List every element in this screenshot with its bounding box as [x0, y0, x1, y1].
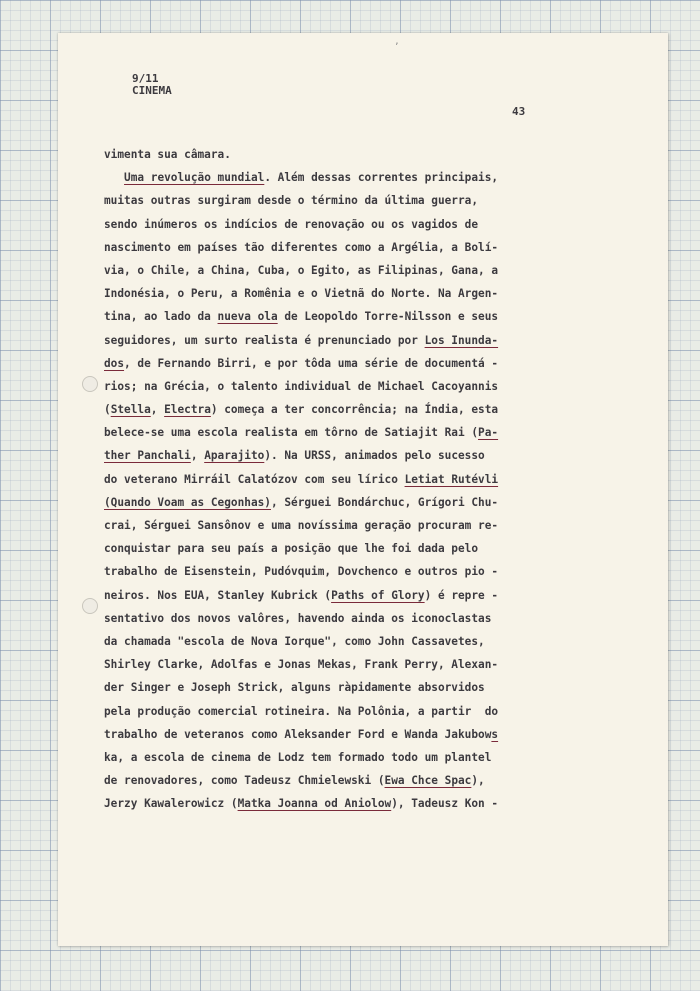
- header-section-number: 9/11: [132, 72, 159, 85]
- text-line: [104, 584, 584, 607]
- text-line: [104, 746, 584, 769]
- underlined-title: Uma revolução mundial: [124, 171, 265, 185]
- text-line: [104, 607, 584, 630]
- underlined-title: (Quando Voam as Cegonhas): [104, 495, 271, 509]
- text-run: Jerzy Kawalerowicz (: [104, 797, 238, 811]
- text-run: de renovadores, como Tadeusz Chmielewski (: [104, 774, 385, 788]
- underlined-title: Letiat Rutévli: [404, 472, 499, 486]
- punch-hole-mark: [82, 598, 98, 614]
- document-page: [58, 33, 668, 946]
- text-run: ),: [471, 774, 485, 788]
- text-run: ka, a escola de cinema de Lodz tem formado todo um plantel: [104, 750, 492, 764]
- text-run: muitas outras surgiram desde o término da última guerra,: [104, 194, 479, 208]
- text-line: [104, 236, 584, 259]
- text-line: [104, 700, 584, 723]
- text-line: [104, 329, 584, 352]
- text-run: sentativo dos novos valôres, havendo ainda os iconoclastas: [104, 611, 492, 625]
- underlined-title: Matka Joanna od Aniolow: [237, 797, 392, 811]
- text-run: ,: [150, 403, 165, 417]
- text-run: crai, Sérguei Sansônov e uma novíssima geração procuram re-: [104, 519, 499, 532]
- header-section-title: CINEMA: [132, 84, 172, 97]
- punch-hole-mark: [82, 376, 98, 392]
- text-line: [104, 769, 584, 792]
- text-line: [104, 259, 584, 282]
- text-run: belece-se uma escola realista em tôrno de Satiajit Rai (: [104, 426, 479, 440]
- underlined-title: s: [491, 727, 499, 741]
- text-line: [104, 444, 584, 467]
- text-line: [104, 421, 584, 444]
- text-run: ), Tadeusz Kon -: [391, 797, 499, 811]
- underlined-title: Pa-: [478, 426, 499, 440]
- text-run: neiros. Nos EUA, Stanley Kubrick (: [104, 588, 332, 602]
- text-line: [104, 630, 584, 653]
- text-run: Shirley Clarke, Adolfas e Jonas Mekas, Frank Perry, Alexan-: [104, 658, 499, 672]
- text-line: [104, 213, 584, 236]
- text-run: Indonésia, o Peru, a Romênia e o Vietnã do Norte. Na Argen-: [104, 287, 499, 301]
- text-run: ) começa a ter concorrência; na Índia, esta: [210, 403, 499, 417]
- text-line: [104, 537, 584, 560]
- page-header: [132, 73, 172, 97]
- text-line: [104, 514, 584, 537]
- text-run: da chamada "escola de Nova Iorque", como John Cassavetes,: [104, 634, 485, 648]
- text-run: der Singer e Joseph Strick, alguns ràpidamente absorvidos: [104, 681, 485, 695]
- body-text: [104, 143, 584, 815]
- text-run: ,: [190, 449, 205, 463]
- page-number: 43: [512, 105, 526, 118]
- underlined-title: dos: [104, 356, 125, 370]
- text-line: [104, 468, 584, 491]
- text-run: . Além dessas correntes principais,: [264, 171, 499, 185]
- text-line: [104, 398, 584, 421]
- text-run: conquistar para seu país a posição que lhe foi dada pelo: [104, 542, 479, 556]
- text-run: [104, 171, 124, 184]
- text-run: (: [104, 403, 111, 417]
- text-line: [104, 560, 584, 583]
- text-line: [104, 166, 584, 189]
- underlined-title: Paths of Glory: [331, 588, 425, 602]
- text-line: [104, 792, 584, 815]
- text-line: [104, 143, 584, 166]
- text-run: seguidores, um surto realista é prenunciado por: [104, 333, 425, 347]
- text-run: rios; na Grécia, o talento individual de Michael Cacoyannis: [104, 379, 499, 393]
- text-run: ). Na URSS, animados pelo sucesso: [264, 449, 485, 463]
- text-line: [104, 723, 584, 746]
- text-run: via, o Chile, a China, Cuba, o Egito, as Filipinas, Gana, a: [104, 263, 499, 277]
- text-run: pela produção comercial rotineira. Na Polônia, a partir do: [104, 704, 499, 718]
- text-line: [104, 305, 584, 328]
- text-run: ) é repre -: [424, 588, 499, 602]
- text-line: [104, 676, 584, 699]
- text-run: , Sérguei Bondárchuc, Grígori Chu-: [270, 495, 499, 509]
- text-run: trabalho de veteranos como Aleksander Ford e Wanda Jakubow: [104, 727, 492, 741]
- text-run: trabalho de Eisenstein, Pudóvquim, Dovchenco e outros pio -: [104, 565, 499, 579]
- text-run: tina, ao lado da: [104, 310, 218, 324]
- text-run: , de Fernando Birri, e por tôda uma série de documentá -: [124, 356, 499, 370]
- text-line: [104, 653, 584, 676]
- text-line: [104, 282, 584, 305]
- underlined-title: ther Panchali: [104, 449, 191, 463]
- text-run: nascimento em países tão diferentes como a Argélia, a Bolí-: [104, 240, 499, 254]
- text-line: [104, 491, 584, 514]
- text-run: do veterano Mirráil Calatózov com seu lírico: [104, 472, 405, 486]
- underlined-title: nueva ola: [217, 310, 278, 324]
- text-line: [104, 189, 584, 212]
- underlined-title: Electra: [164, 403, 211, 417]
- underlined-title: Stella: [110, 403, 151, 417]
- page-corner-mark: ʼ: [394, 42, 400, 52]
- underlined-title: Ewa Chce Spac: [384, 774, 472, 788]
- text-line: [104, 375, 584, 398]
- underlined-title: Aparajito: [204, 449, 265, 463]
- text-run: de Leopoldo Torre-Nilsson e seus: [277, 310, 499, 324]
- underlined-title: Los Inunda-: [424, 333, 499, 347]
- text-run: sendo inúmeros os indícios de renovação ou os vagidos de: [104, 217, 479, 231]
- text-run: vimenta sua câmara.: [104, 148, 231, 161]
- text-line: [104, 352, 584, 375]
